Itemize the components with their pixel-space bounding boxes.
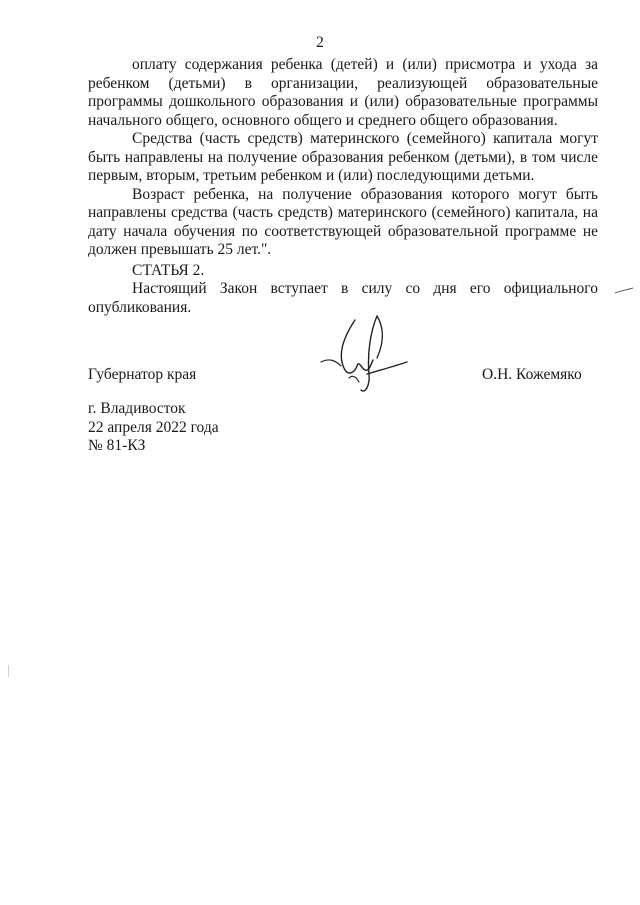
- paragraph-capital-directed: Средства (часть средств) материнского (семейного) капитала могут быть направлены на получение образования ребенком (детьми), в том числе первым, вторым, третьим ребенком и (или) последующими детьми.: [88, 130, 598, 184]
- issue-details: [88, 400, 219, 456]
- signatory-name: О.Н. Кожемяко: [482, 366, 582, 383]
- article-title: СТАТЬЯ 2.: [132, 262, 205, 279]
- issue-date: 22 апреля 2022 года: [88, 418, 219, 436]
- signatory-title: Губернатор края: [88, 366, 197, 383]
- issue-city: г. Владивосток: [88, 400, 186, 417]
- law-body-text: [88, 56, 598, 260]
- scan-edge-mark: [8, 665, 9, 677]
- paragraph-childcare-payment: оплату содержания ребенка (детей) и (или) присмотра и ухода за ребенком (детьми) в организации, реализующей образовательные программы дошкольного образования и (или) образовательные программы начального общего, основного общего и среднего общего образования.: [88, 56, 598, 129]
- issue-number: № 81-КЗ: [88, 437, 146, 454]
- margin-pen-mark: [614, 287, 634, 295]
- handwritten-signature: [315, 312, 410, 397]
- paragraph-age-limit: Возраст ребенка, на получение образования которого могут быть направлены средства (часть средств) материнского (семейного) капитала, на дату начала обучения по соответствующей образовательной программе не должен превышать 25 лет.".: [88, 185, 598, 258]
- page-number: 2: [316, 34, 324, 51]
- article-text: Настоящий Закон вступает в силу со дня его официального опубликования.: [88, 280, 598, 316]
